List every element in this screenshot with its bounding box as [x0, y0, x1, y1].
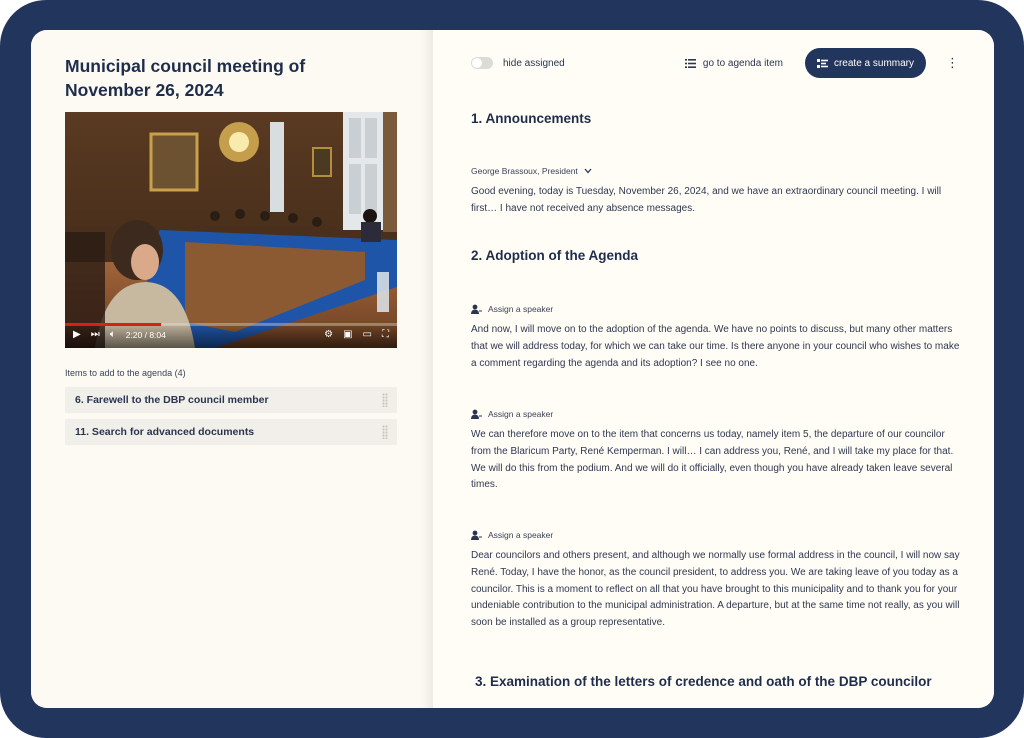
agenda-section-title: 3. Examination of the letters of credence and oath of the DBP councilor [475, 674, 932, 689]
transcript-panel [433, 30, 994, 708]
agenda-section-title: 2. Adoption of the Agenda [471, 248, 638, 263]
create-summary-label: create a summary [833, 57, 914, 69]
drag-handle-icon[interactable] [382, 425, 388, 439]
page-title: Municipal council meeting of November 26, 2024 [65, 56, 306, 100]
speaker-name: George Brassoux, President [471, 166, 578, 176]
next-icon[interactable]: ⏭ [90, 329, 100, 340]
assign-speaker-label: Assign a speaker [488, 304, 554, 314]
theater-icon[interactable]: ▭ [362, 329, 372, 340]
items-to-add-label: Items to add to the agenda (4) [65, 368, 186, 378]
agenda-candidate-label: 11. Search for advanced documents [75, 426, 255, 438]
agenda-section-title: 1. Announcements [471, 111, 592, 126]
app-screen [31, 30, 994, 708]
agenda-candidate-item[interactable] [65, 387, 397, 413]
video-time: 2:20 / 8:04 [125, 330, 166, 340]
fullscreen-icon[interactable]: ⛶ [382, 329, 389, 340]
miniplayer-icon[interactable]: ▣ [343, 329, 353, 340]
hide-assigned-toggle[interactable] [471, 57, 493, 69]
video-controls-right [324, 330, 389, 340]
goto-agenda-item-button[interactable] [685, 58, 783, 69]
volume-icon[interactable]: 🔈︎ [109, 329, 116, 340]
video-frame-image [65, 112, 397, 348]
assign-speaker-button[interactable] [471, 409, 553, 419]
assign-speaker-label: Assign a speaker [488, 409, 554, 419]
transcript-text: Dear councilors and others present, and although we normally use formal address in the council, I will now say René. Today, I have the honor, as the council president, to address you. We are taking leave of you today as a councilor. This is a moment to reflect on all that you have brought to this municipality and to thank you for your undeniable contribution to the municipal administration. A departure, but at the same time not really, as you will soon be installed as a group representative. [471, 550, 960, 629]
transcript-text: And now, I will move on to the adoption of the agenda. We have no points to discuss, but many other matters that we will address today, for which we can take our time. Is there anyone in your council who wishes to make a comment regarding the agenda and its adoption? I see no one. [471, 324, 960, 369]
play-icon[interactable]: ▶ [73, 329, 81, 340]
person-icon [471, 304, 482, 314]
summary-icon [817, 59, 828, 68]
chevron-down-icon [584, 168, 592, 174]
video-player[interactable] [65, 112, 397, 348]
left-panel [31, 30, 433, 708]
person-icon [471, 530, 482, 540]
assign-speaker-button[interactable] [471, 530, 553, 540]
speaker-selector[interactable] [471, 166, 592, 176]
drag-handle-icon[interactable] [382, 393, 388, 407]
toolbar [471, 30, 958, 96]
assign-speaker-label: Assign a speaker [488, 530, 554, 540]
person-icon [471, 409, 482, 419]
hide-assigned-label: hide assigned [503, 57, 565, 69]
agenda-candidate-label: 6. Farewell to the DBP council member [75, 394, 269, 406]
goto-agenda-item-label: go to agenda item [702, 57, 783, 69]
list-icon [685, 59, 696, 68]
kebab-icon[interactable]: ⋮ [946, 55, 959, 70]
agenda-candidate-item[interactable] [65, 419, 397, 445]
transcript-text: We can therefore move on to the item that concerns us today, namely item 5, the departure of our councilor from the Blaricum Party, René Kemperman. I will… I can address you, René, and I will take my place for that. We will do this from the podium. And we will do it officially, even though you have already taken leave several times. [471, 429, 954, 491]
assign-speaker-button[interactable] [471, 304, 553, 314]
transcript-text: Good evening, today is Tuesday, November 26, 2024, and we have an extraordinary council meeting. I will first… I have not received any absence messages. [471, 186, 942, 214]
video-controls [65, 322, 397, 348]
settings-icon[interactable]: ⚙ [324, 329, 334, 340]
create-summary-button[interactable] [805, 48, 926, 78]
